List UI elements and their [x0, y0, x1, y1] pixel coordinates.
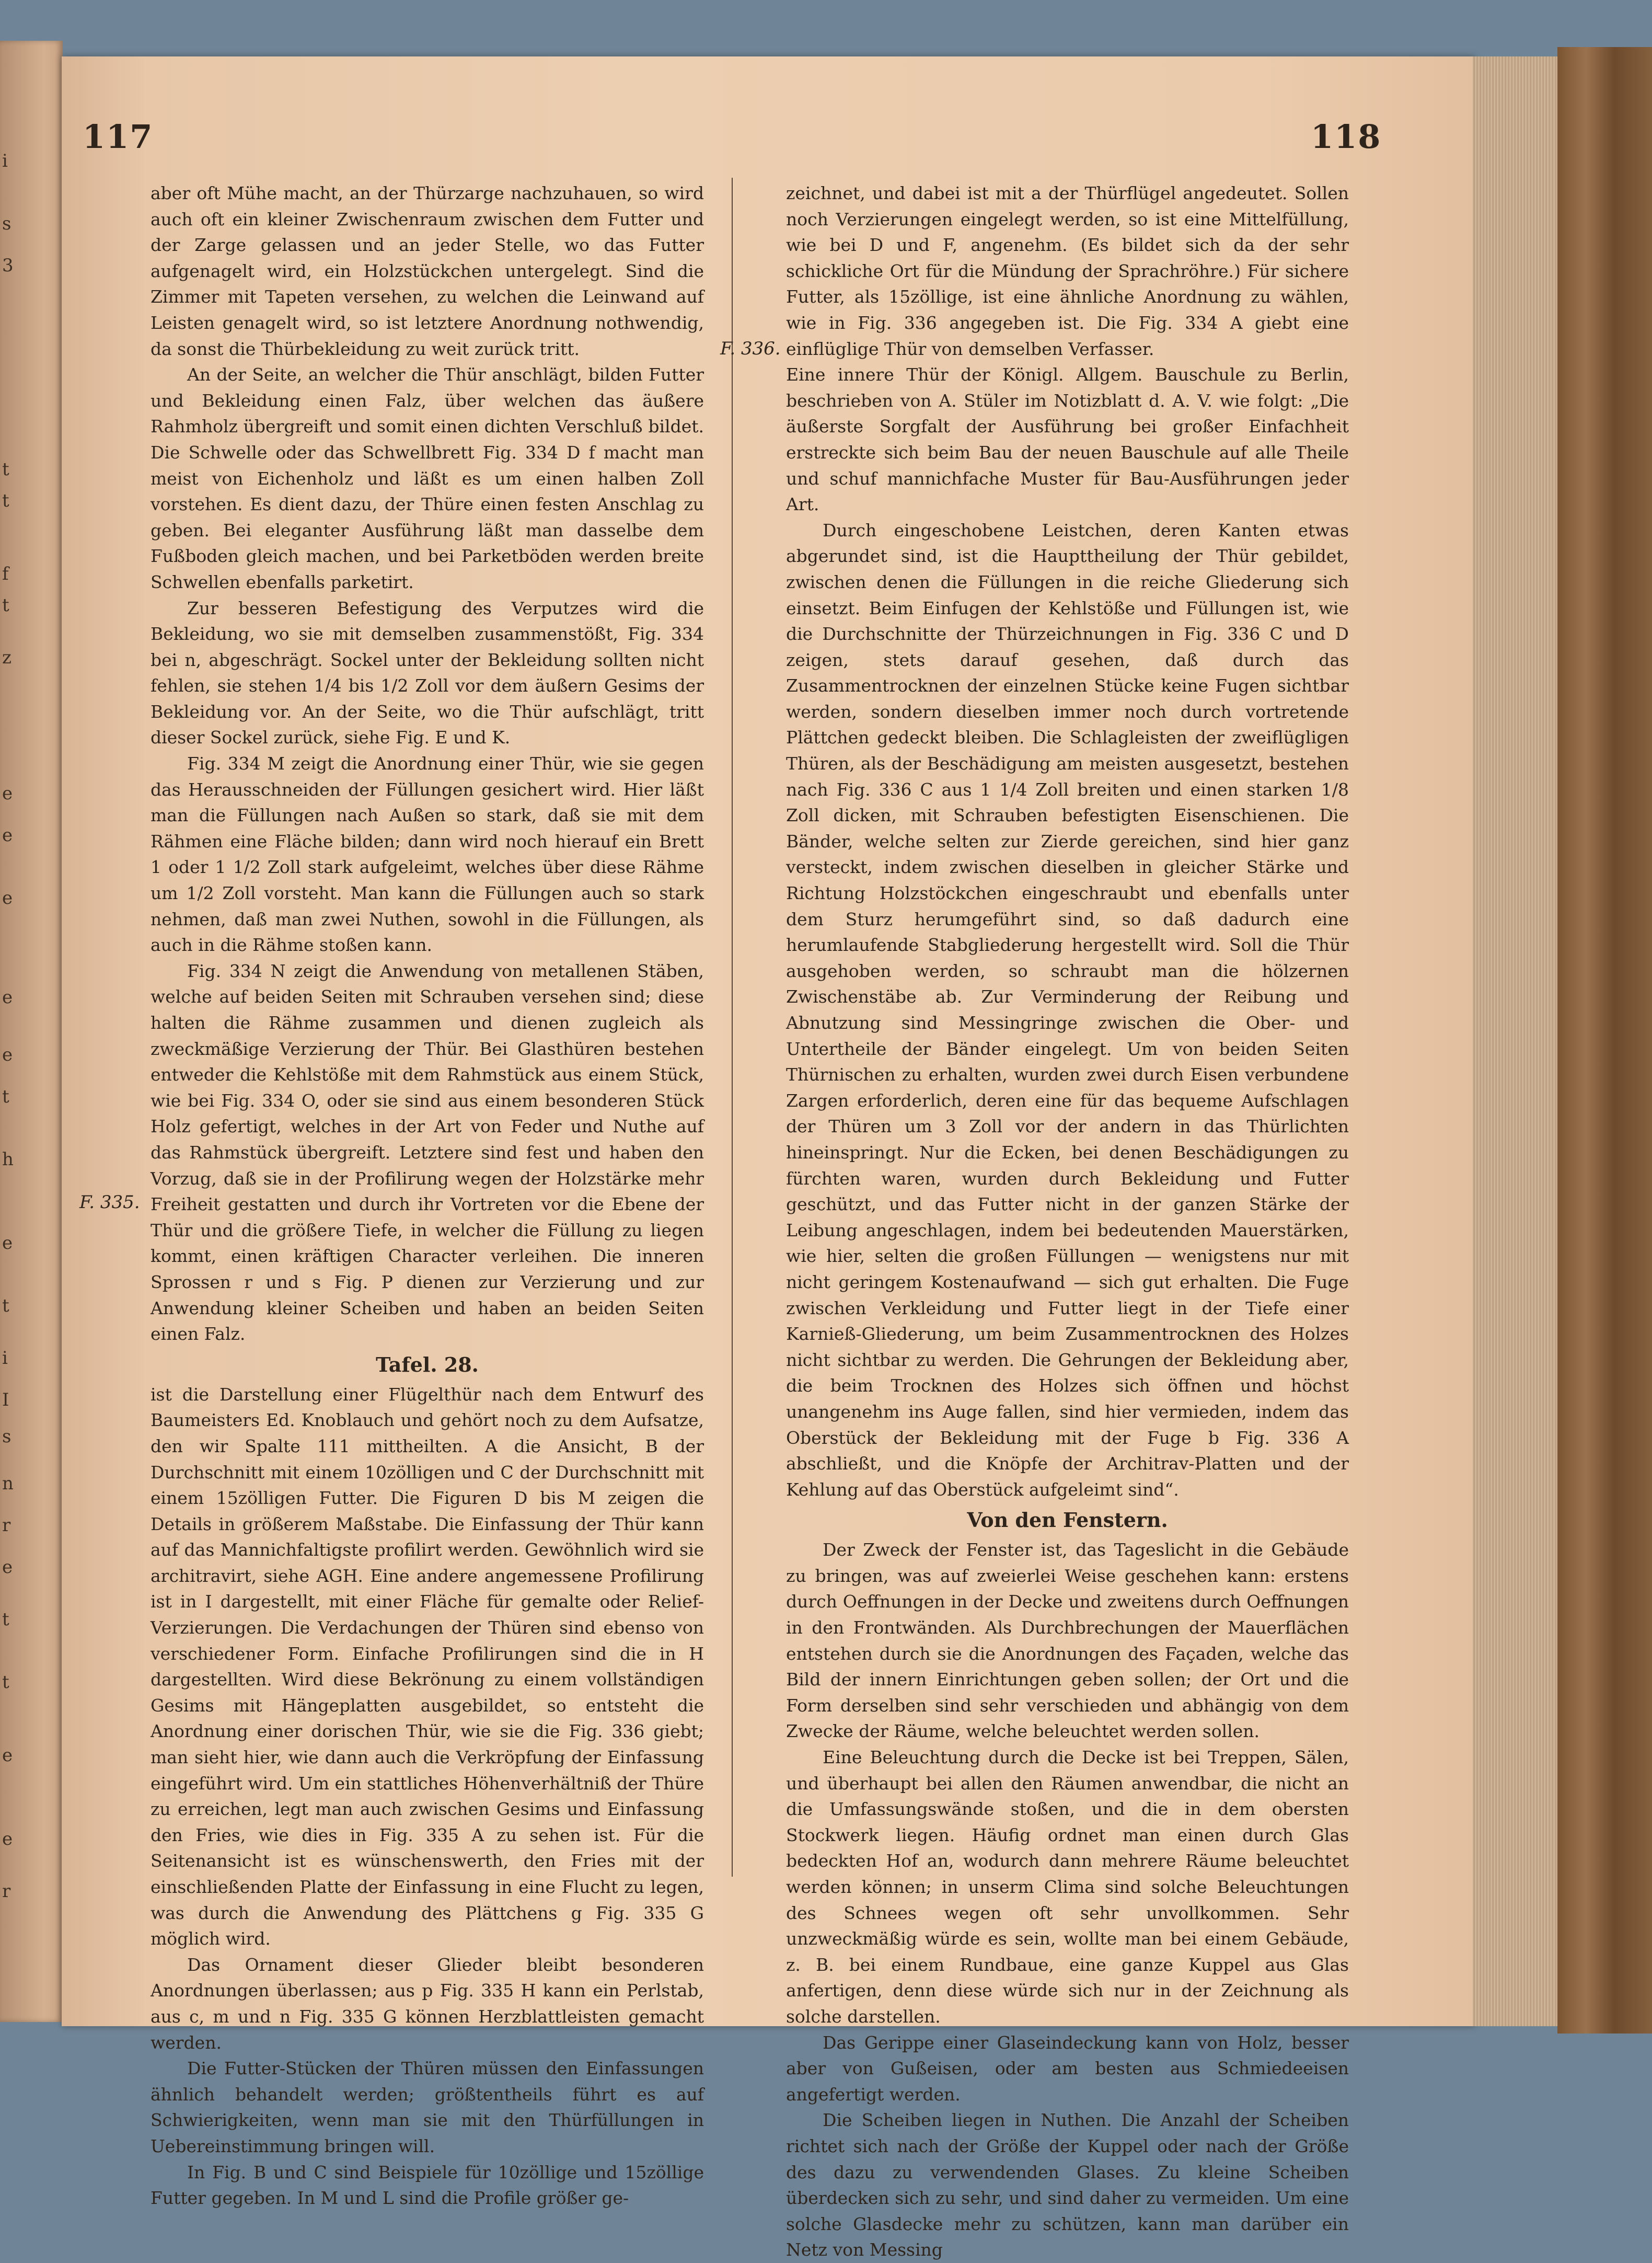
- edge-letter: f: [2, 564, 9, 584]
- edge-letter: t: [2, 1086, 9, 1107]
- previous-page-edge: [0, 41, 63, 2022]
- edge-letter: s: [2, 1426, 11, 1447]
- section-heading-fenster: Von den Fenstern.: [967, 1508, 1168, 1532]
- edge-letter: t: [2, 490, 9, 511]
- edge-letter: t: [2, 1609, 9, 1630]
- edge-letter: e: [2, 1557, 13, 1578]
- edge-letter: e: [2, 1745, 13, 1766]
- left-text-column: [151, 180, 704, 2211]
- paragraph: Zur besseren Befestigung des Verputzes wird die Bekleidung, wo sie mit demselben zusammenstößt, Fig. 334 bei n, abgeschrägt. Sockel unter der Bekleidung sollten nicht fehlen, sie stehen 1/4 bis 1/2 Zoll vor dem äußern Gesims der Bekleidung vor. An der Seite, wo die Thür aufschlägt, tritt dieser Sockel zurück, siehe Fig. E und K.: [151, 598, 704, 748]
- figure-label-335: F. 335.: [79, 1192, 140, 1213]
- column-divider: [732, 178, 733, 1877]
- edge-letter: e: [2, 888, 13, 909]
- edge-letter: t: [2, 1295, 9, 1316]
- paragraph: Die Scheiben liegen in Nuthen. Die Anzahl der Scheiben richtet sich nach der Größe der Kuppel oder nach der Größe des dazu zu verwendenden Glases. Zu kleine Scheiben überdecken sich zu sehr, und sind daher zu vermeiden. Um eine solche Glasdecke mehr zu schützen, kann man darüber ein Netz von Messing: [786, 2110, 1349, 2260]
- paragraph: aber oft Mühe macht, an der Thürzarge nachzuhauen, so wird auch oft ein kleiner Zwischenraum zwischen dem Futter und der Zarge gelassen und an jeder Stelle, wo das Futter aufgenagelt wird, ein Holzstückchen untergelegt. Sind die Zimmer mit Tapeten versehen, zu welchen die Leinwand auf Leisten genagelt wird, so ist letztere Anordnung nothwendig, da sonst die Thürbekleidung zu weit zurück tritt.: [151, 183, 704, 359]
- edge-letter: 3: [2, 255, 14, 276]
- edge-letter: t: [2, 1672, 9, 1693]
- paragraph: ist die Darstellung einer Flügelthür nach dem Entwurf des Baumeisters Ed. Knoblauch und gehört noch zu dem Aufsatze, den wir Spalte 111 mittheilten. A die Ansicht, B der Durchschnitt mit einem 10zölligen und C der Durchschnitt mit einem 15zölligen Futter. Die Figuren D bis M zeigen die Details in größerem Maßstabe. Die Einfassung der Thür kann auf das Mannichfaltigste profilirt werden. Gewöhnlich wird sie architravirt, siehe AGH. Eine andere angemessene Profilirung ist in I dargestellt, mit einer Fläche für gemalte oder Relief-Verzierungen. Die Verdachungen der Thüren sind ebenso von verschiedener Form. Einfache Profilirungen sind die in H dargestellten. Wird diese Bekrönung zu einem vollständigen Gesims mit Hängeplatten ausgebildet, so entsteht die Anordnung einer dorischen Thür, wie sie die Fig. 336 giebt; man sieht hier, wie dann auch die Verkröpfung der Einfassung eingeführt wird. Um ein stattliches Höhenverhältniß der Thüre zu erreichen, legt man auch zwischen Gesims und Einfassung den Fries, wie dies in Fig. 335 A zu sehen ist. Für die Seitenansicht ist es wünschenswerth, den Fries mit der einschließenden Platte der Einfassung in eine Flucht zu legen, was durch die Anwendung des Plättchens g Fig. 335 G möglich wird.: [151, 1384, 704, 1949]
- paragraph: Eine Beleuchtung durch die Decke ist bei Treppen, Sälen, und überhaupt bei allen den Räumen anwendbar, die nicht an die Umfassungswände stoßen, und die in dem obersten Stockwerk liegen. Häufig ordnet man einen durch Glas bedeckten Hof an, wodurch dann mehrere Räume beleuchtet werden können; in unserm Clima sind solche Beleuchtungen des Schnees wegen oft sehr unvollkommen. Sehr unzweckmäßig würde es sein, wollte man bei einem Gebäude, z. B. bei einem Rundbaue, eine ganze Kuppel aus Glas anfertigen, denn diese würde sich nur in der Zeichnung als solche darstellen.: [786, 1747, 1349, 2027]
- edge-letter: e: [2, 1829, 13, 1850]
- paragraph: Eine innere Thür der Königl. Allgem. Bauschule zu Berlin, beschrieben von A. Stüler im Notizblatt d. A. V. wie folgt: „Die äußerste Sorgfalt der Ausführung bei großer Einfachheit erstreckte sich beim Bau der neuen Bauschule auf alle Theile und schuf mannichfache Muster für Bau-Ausführungen jeder Art.: [786, 364, 1349, 515]
- edge-letter: z: [2, 647, 11, 668]
- book-spine: [1557, 47, 1652, 2034]
- figure-label-336: F. 336.: [720, 338, 781, 359]
- edge-letter: I: [2, 1389, 9, 1410]
- edge-letter: i: [2, 1348, 8, 1369]
- edge-letter: e: [2, 1044, 13, 1065]
- edge-letter: r: [2, 1881, 11, 1902]
- edge-letter: e: [2, 783, 13, 804]
- edge-letter: e: [2, 987, 13, 1008]
- edge-letter: n: [2, 1473, 14, 1494]
- paragraph: Fig. 334 M zeigt die Anordnung einer Thür, wie sie gegen das Herausschneiden der Füllungen gesichert wird. Hier läßt man die Füllungen nach Außen so stark, daß sie mit dem Rähmen eine Fläche bilden; dann wird noch hierauf ein Brett 1 oder 1 1/2 Zoll stark aufgeleimt, welches über diese Rähme um 1/2 Zoll vorsteht. Man kann die Füllungen auch so stark nehmen, daß man zwei Nuthen, sowohl in die Füllungen, als auch in die Rähme stoßen kann.: [151, 753, 704, 956]
- paragraph: zeichnet, und dabei ist mit a der Thürflügel angedeutet. Sollen noch Verzierungen eingelegt werden, so ist eine Mittelfüllung, wie bei D und F, angenehm. (Es bildet sich da der sehr schickliche Ort für die Mündung der Sprachröhre.) Für sichere Futter, als 15zöllige, ist eine ähnliche Anordnung zu wählen, wie in Fig. 336 angegeben ist. Die Fig. 334 A giebt eine einflüglige Thür von demselben Verfasser.: [786, 183, 1349, 359]
- edge-letter: s: [2, 213, 11, 234]
- section-heading-tafel: Tafel. 28.: [376, 1352, 479, 1376]
- edge-letter: h: [2, 1149, 14, 1170]
- paragraph: Der Zweck der Fenster ist, das Tageslicht in die Gebäude zu bringen, was auf zweierlei Weise geschehen kann: erstens durch Oeffnungen in der Decke und zweitens durch Oeffnungen in den Frontwänden. Als Durchbrechungen der Mauerflächen entstehen durch sie die Anordnungen des Façaden, welche das Bild der innern Einrichtungen geben sollen; der Ort und die Form derselben sind sehr verschieden und abhängig von dem Zwecke der Räume, welche beleuchtet werden sollen.: [786, 1540, 1349, 1742]
- paragraph: Das Gerippe einer Glaseindeckung kann von Holz, besser aber von Gußeisen, oder am besten aus Schmiedeeisen angefertigt werden.: [786, 2032, 1349, 2105]
- paragraph: Das Ornament dieser Glieder bleibt besonderen Anordnungen überlassen; aus p Fig. 335 H kann ein Perlstab, aus c, m und n Fig. 335 G können Herzblattleisten gemacht werden.: [151, 1954, 704, 2053]
- page-number-left: 117: [83, 118, 154, 156]
- edge-letter: e: [2, 1233, 13, 1254]
- paragraph: Fig. 334 N zeigt die Anwendung von metallenen Stäben, welche auf beiden Seiten mit Schrauben versehen sind; diese halten die Rähme zusammen und dienen zugleich als zweckmäßige Verzierung der Thür. Bei Glasthüren bestehen entweder die Kehlstöße mit dem Rahmstück aus einem Stück, wie bei Fig. 334 O, oder sie sind aus einem besonderen Stück Holz gefertigt, welches in der Art von Feder und Nuthe auf das Rahmstück übergreift. Letztere sind fest und haben den Vorzug, daß sie in der Profilirung wegen der Holzstärke mehr Freiheit gestatten und durch ihr Vortreten vor die Ebene der Thür und die größere Tiefe, in welcher die Füllung zu liegen kommt, einen kräftigen Character verleihen. Die inneren Sprossen r und s Fig. P dienen zur Verzierung und zur Anwendung kleiner Scheiben und haben an beiden Seiten einen Falz.: [151, 960, 704, 1345]
- edge-letter: i: [2, 151, 8, 171]
- paragraph: Durch eingeschobene Leistchen, deren Kanten etwas abgerundet sind, ist die Haupttheilung der Thür gebildet, zwischen denen die Füllungen in die reiche Gliederung sich einsetzt. Beim Einfugen der Kehlstöße und Füllungen ist, wie die Durchschnitte der Thürzeichnungen in Fig. 336 C und D zeigen, stets darauf gesehen, daß durch das Zusammentrocknen der einzelnen Stücke keine Fugen sichtbar werden, sondern dieselben immer noch durch vortretende Plättchen gedeckt bleiben. Die Schlagleisten der zweiflügligen Thüren, als der Beschädigung am meisten ausgesetzt, bestehen nach Fig. 336 C aus 1 1/4 Zoll breiten und einen starken 1/8 Zoll dicken, mit Schrauben befestigten Eisenschienen. Die Bänder, welche selten zur Zierde gereichen, sind hier ganz versteckt, indem zwischen dieselben in gleicher Stärke und Richtung Holzstöckchen eingeschraubt und ebenfalls unter dem Sturz herumgeführt sind, so daß dadurch eine herumlaufende Stabgliederung hergestellt wird. Soll die Thür ausgehoben werden, so schraubt man die hölzernen Zwischenstäbe ab. Zur Verminderung der Reibung und Abnutzung sind Messingringe zwischen die Ober- und Untertheile der Bänder eingelegt. Um von beiden Seiten Thürnischen zu erhalten, wurden zwei durch Eisen verbundene Zargen erforderlich, deren eine für das bequeme Aufschlagen der Thüren um 3 Zoll vor der andern in das Thürlichten hineinspringt. Nur die Ecken, bei denen Beschädigungen zu fürchten waren, wurden durch Bekleidung und Futter geschützt, und das Futter nicht in der ganzen Stärke der Leibung angeschlagen, indem bei bedeutenden Mauerstärken, wie hier, selten die großen Füllungen — wenigstens nur mit nicht geringem Kostenaufwand — sich gut erhalten. Die Fuge zwischen Verkleidung und Futter liegt in der Tiefe einer Karnieß-Gliederung, um beim Zusammentrocknen des Holzes nicht sichtbar zu werden. Die Gehrungen der Bekleidung aber, die beim Trocknen des Holzes sich öffnen und höchst unangenehm ins Auge fallen, sind hier vermieden, indem das Oberstück der Bekleidung mit der Fuge b Fig. 336 A abschließt, und die Knöpfe der Architrav-Platten und der Kehlung auf das Oberstück aufgeleimt sind“.: [786, 520, 1349, 1500]
- edge-letter: t: [2, 459, 9, 480]
- edge-letter: t: [2, 595, 9, 616]
- paragraph: In Fig. B und C sind Beispiele für 10zöllige und 15zöllige Futter gegeben. In M und L sind die Profile größer ge-: [151, 2162, 704, 2209]
- page-number-right: 118: [1311, 118, 1382, 156]
- edge-letter: e: [2, 825, 13, 846]
- paragraph: Die Futter-Stücken der Thüren müssen den Einfassungen ähnlich behandelt werden; größtentheils führt es auf Schwierigkeiten, wenn man sie mit den Thürfüllungen in Uebereinstimmung bringen will.: [151, 2058, 704, 2156]
- paragraph: An der Seite, an welcher die Thür anschlägt, bilden Futter und Bekleidung einen Falz, über welchen das äußere Rahmholz übergreift und somit einen dichten Verschluß bildet. Die Schwelle oder das Schwellbrett Fig. 334 D f macht man meist von Eichenholz und läßt es um einen halben Zoll vorstehen. Es dient dazu, der Thüre einen festen Anschlag zu geben. Bei eleganter Ausführung läßt man dasselbe dem Fußboden gleich machen, und bei Parketböden werden breite Schwellen ebenfalls parketirt.: [151, 364, 704, 592]
- edge-letter: r: [2, 1515, 11, 1536]
- right-text-column: [786, 180, 1349, 2263]
